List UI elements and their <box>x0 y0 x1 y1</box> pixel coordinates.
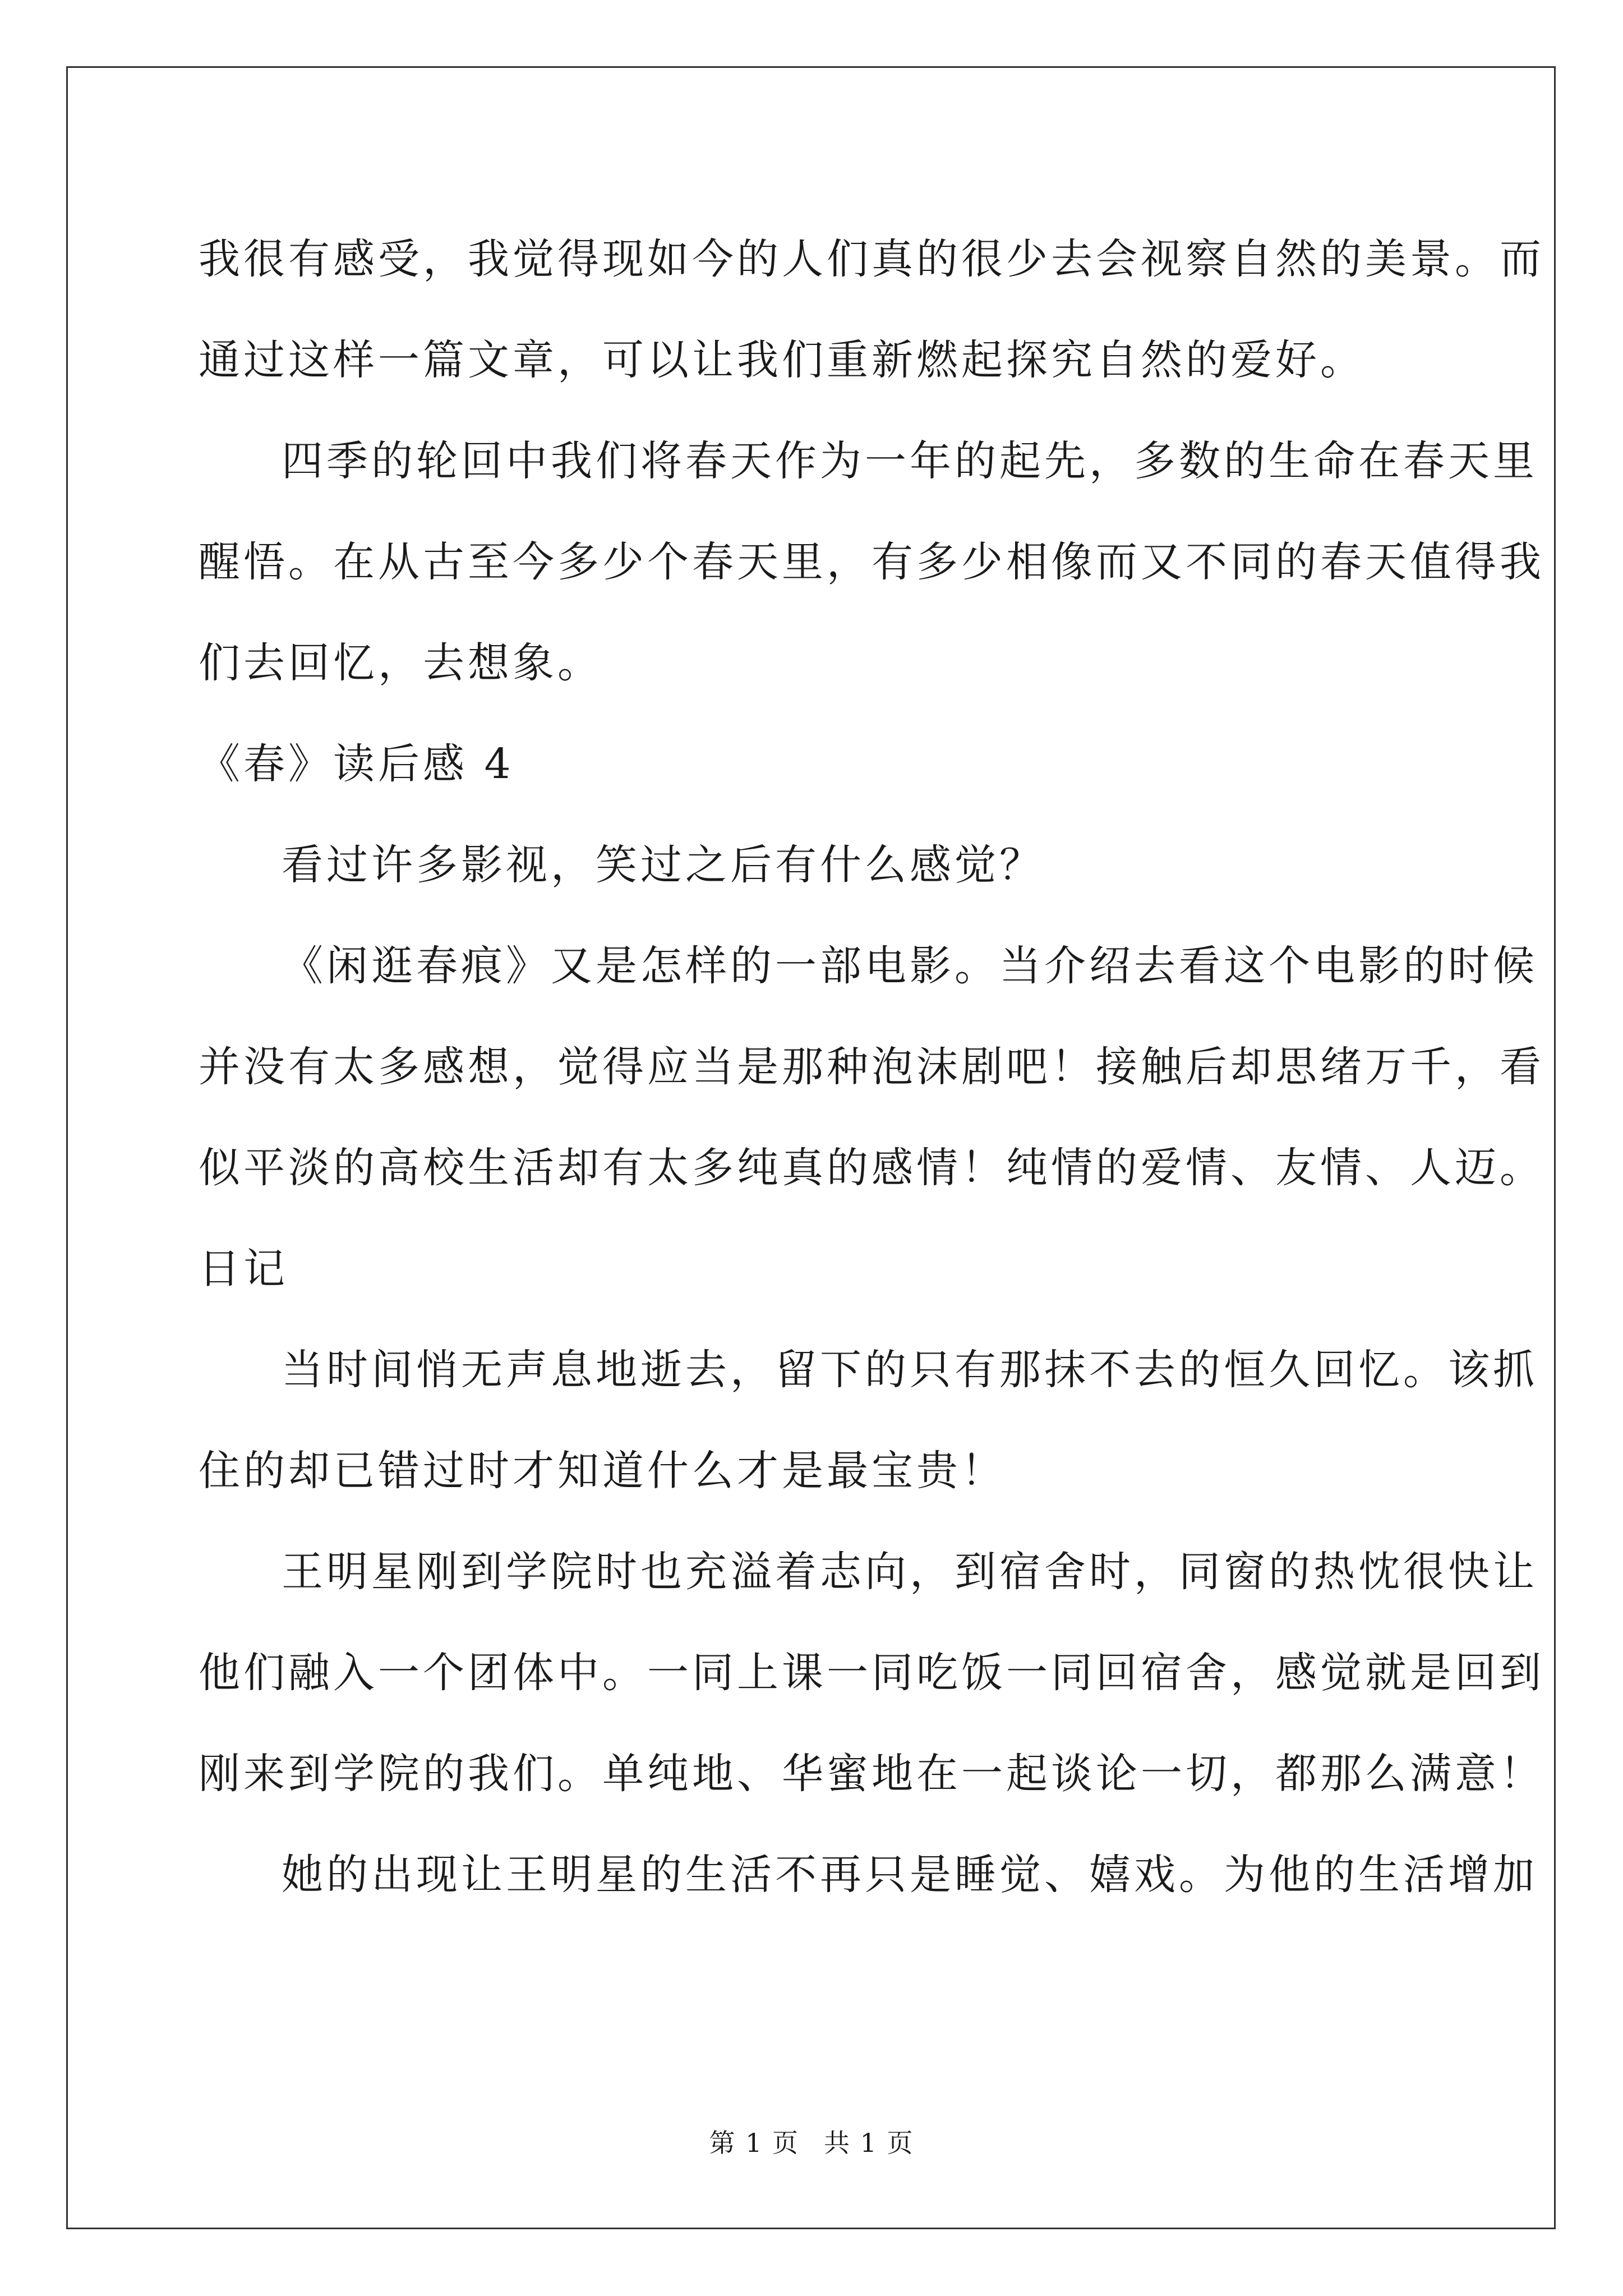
text-line: 并没有太多感想，觉得应当是那种泡沫剧吧！接触后却思绪万千，看 <box>199 1043 1544 1091</box>
text-line: 刚来到学院的我们。单纯地、华蜜地在一起谈论一切，都那么满意！ <box>199 1750 1544 1798</box>
text-line: 醒悟。在从古至今多少个春天里，有多少相像而又不同的春天值得我 <box>199 538 1544 586</box>
text-line: 看过许多影视，笑过之后有什么感觉？ <box>282 841 1044 889</box>
text-line: 她的出现让王明星的生活不再只是睡觉、嬉戏。为他的生活增加 <box>282 1851 1538 1899</box>
text-line: 四季的轮回中我们将春天作为一年的起先，多数的生命在春天里 <box>282 437 1538 485</box>
page-footer <box>0 2126 1623 2160</box>
text-line: 他们融入一个团体中。一同上课一同吃饭一同回宿舍，感觉就是回到 <box>199 1649 1544 1697</box>
text-line: 们去回忆，去想象。 <box>199 639 602 687</box>
section-heading: 《春》读后感 4 <box>199 740 514 788</box>
text-line: 日记 <box>199 1245 288 1293</box>
page-number: 第 1 页 <box>709 2128 799 2158</box>
text-line: 当时间悄无声息地逝去，留下的只有那抹不去的恒久回忆。该抓 <box>282 1346 1538 1394</box>
text-line: 住的却已错过时才知道什么才是最宝贵！ <box>199 1447 1006 1495</box>
page-total: 共 1 页 <box>824 2128 914 2158</box>
text-line: 通过这样一篇文章，可以让我们重新燃起探究自然的爱好。 <box>199 336 1365 384</box>
text-line: 似平淡的高校生活却有太多纯真的感情！纯情的爱情、友情、人迈。 <box>199 1144 1544 1192</box>
text-line: 我很有感受，我觉得现如今的人们真的很少去会视察自然的美景。而 <box>199 235 1544 283</box>
text-line: 《闲逛春痕》又是怎样的一部电影。当介绍去看这个电影的时候 <box>282 942 1538 990</box>
document-body <box>199 209 1544 1925</box>
text-line: 王明星刚到学院时也充溢着志向，到宿舍时，同窗的热忱很快让 <box>282 1548 1538 1596</box>
